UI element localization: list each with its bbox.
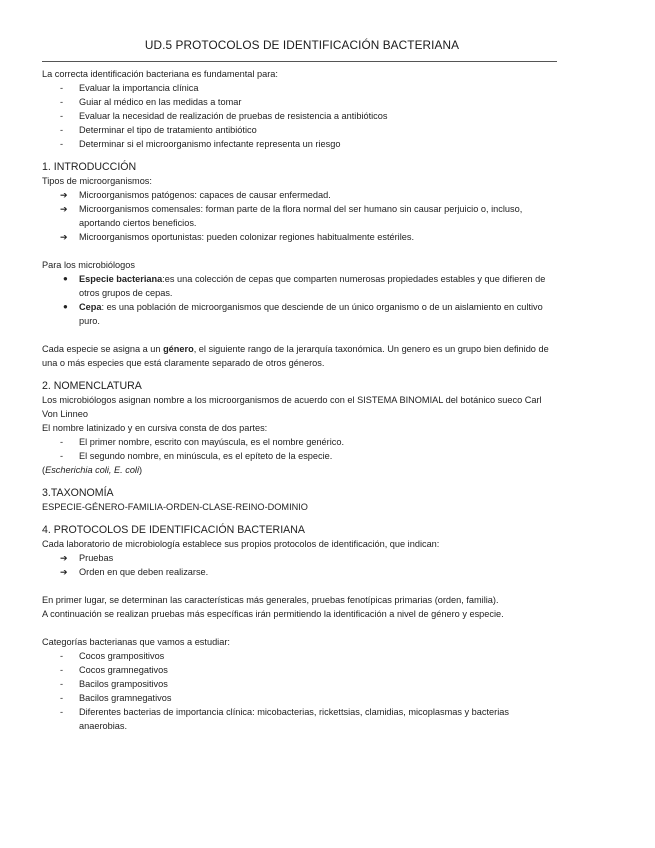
list-item: ➔ Orden en que deben realizarse. [60,567,209,577]
list-item: - Evaluar la importancia clínica [60,83,199,93]
categories-lead: Categorías bacterianas que vamos a estudiar: [42,637,230,647]
list-item: - Bacilos gramnegativos [60,693,172,703]
bullet-icon: ● [63,302,68,311]
name-parts-list [42,435,557,463]
genus-paragraph: Cada especie se asigna a un género, el siguiente rango de la jerarquía taxonómica. Un genero es un grupo bien definido de una o más especies que está claramente separado de otros géneros. [42,344,549,368]
arrow-icon: ➔ [60,553,68,563]
types-lead: Tipos de microorganismos: [42,176,152,186]
list-item: - Evaluar la necesidad de realización de pruebas de resistencia a antibióticos [60,111,388,121]
list-item: ➔ Microorganismos oportunistas: pueden colonizar regiones habitualmente estériles. [60,232,415,242]
list-item: - Cocos gramnegativos [60,665,168,675]
types-list [42,188,557,244]
section-heading-protocolos: 4. PROTOCOLOS DE IDENTIFICACIÓN BACTERIANA [42,524,305,536]
list-item: - Determinar si el microorganismo infectante representa un riesgo [60,139,341,149]
list-item: - El primer nombre, escrito con mayúscula, es el nombre genérico. [60,437,345,447]
list-item: ➔ Pruebas [60,553,114,563]
arrow-icon: ➔ [60,204,68,214]
list-item: - Cocos grampositivos [60,651,165,661]
bullet-icon: ● [63,274,68,283]
taxonomy-line: ESPECIE-GÉNERO-FAMILIA-ORDEN-CLASE-REINO-DOMINIO [42,502,308,512]
arrow-icon: ➔ [60,190,68,200]
list-item: - Guiar al médico en las medidas a tomar [60,97,242,107]
first-step-paragraph: En primer lugar, se determinan las características más generales, pruebas fenotípicas primarias (orden, familia). [42,595,499,605]
microbiologists-lead: Para los microbiólogos [42,260,135,270]
list-item: ● Especie bacteriana:es una colección de cepas que comparten numerosas propiedades estables y que difieren de otros grupos de cepas. [63,274,546,298]
section-heading-nomenclatura: 2. NOMENCLATURA [42,380,142,392]
latin-name-paragraph: El nombre latinizado y en cursiva consta de dos partes: [42,423,268,433]
example-text: (Escherichia coli, E. coli) [42,465,143,475]
arrow-icon: ➔ [60,232,68,242]
list-item: ● Cepa: es una población de microorganismos que desciende de un único organismo o de un aislamiento en cultivo puro. [63,302,543,326]
list-item: - El segundo nombre, en minúscula, es el epíteto de la especie. [60,451,333,461]
definitions-list [42,272,557,328]
document-page [42,38,557,733]
list-item: ➔ Microorganismos comensales: forman parte de la flora normal del ser humano sin causar perjuicio o, incluso, aportando ciertos beneficios. [60,204,523,228]
section-heading-introduccion: 1. INTRODUCCIÓN [42,161,137,173]
list-item: - Diferentes bacterias de importancia clínica: micobacterias, rickettsias, clamidias, micoplasmas y bacterias anaerobias. [60,707,509,731]
categories-list [42,649,557,733]
intro-lead: La correcta identificación bacteriana es fundamental para: [42,69,278,79]
list-item: - Bacilos grampositivos [60,679,168,689]
nomenclature-paragraph: Los microbiólogos asignan nombre a los microorganismos de acuerdo con el SISTEMA BINOMIAL del botánico sueco Carl Von Linneo [42,395,542,419]
protocols-lead: Cada laboratorio de microbiología establece sus propios protocolos de identificación, que indican: [42,539,440,549]
section-heading-taxonomia: 3.TAXONOMÍA [42,487,114,499]
list-item: ➔ Microorganismos patógenos: capaces de causar enfermedad. [60,190,331,200]
next-step-paragraph: A continuación se realizan pruebas más específicas irán permitiendo la identificación a nivel de género y especie. [42,609,504,619]
arrow-icon: ➔ [60,567,68,577]
intro-list [42,81,557,151]
document-title: UD.5 PROTOCOLOS DE IDENTIFICACIÓN BACTERIANA [144,38,460,52]
title-divider [42,61,557,62]
list-item: - Determinar el tipo de tratamiento antibiótico [60,125,257,135]
protocols-list [42,551,557,579]
